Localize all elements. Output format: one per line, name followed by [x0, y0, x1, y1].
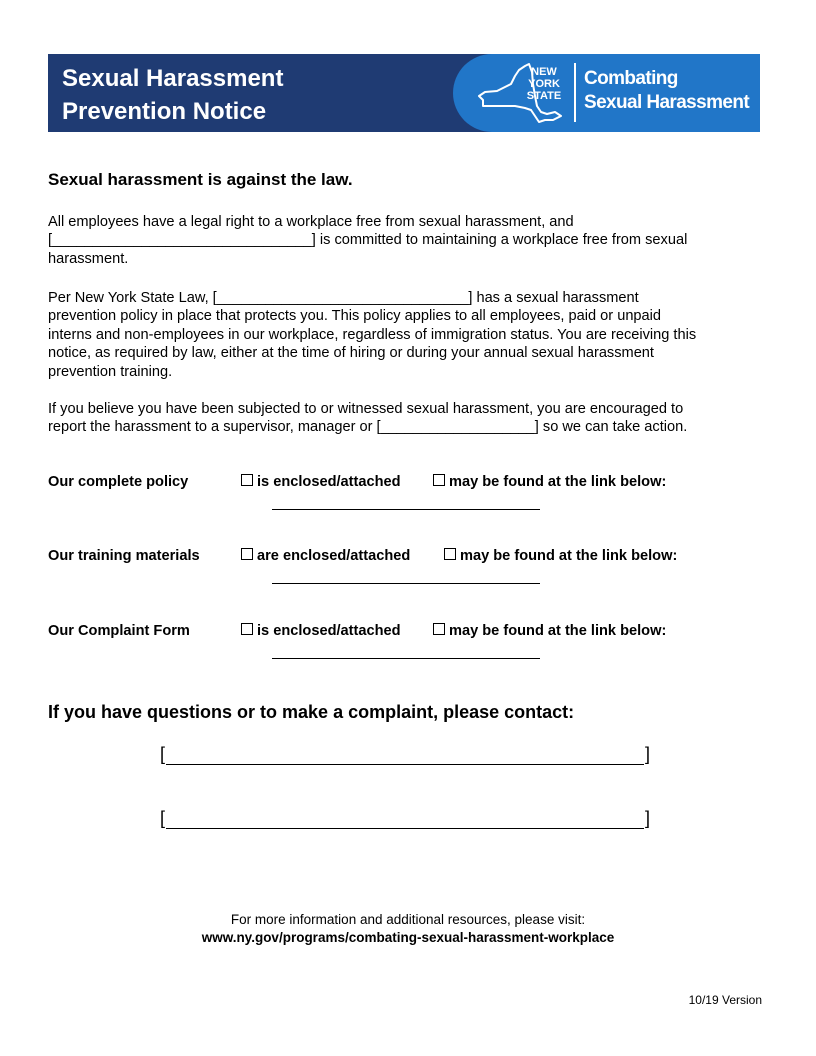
training-link-option[interactable]: [444, 548, 677, 564]
paragraph-line: notice, as required by law, either at the time of hiring or during your annual sexual harassment: [48, 345, 654, 362]
training-enclosed-option[interactable]: [241, 548, 410, 564]
employer-name-blank-line[interactable]: [________________________________] is committed to maintaining a workplace free from sexual: [48, 232, 688, 249]
version-label: 10/19 Version: [688, 993, 762, 1007]
option-label: may be found at the link below:: [460, 548, 678, 564]
complaint-enclosed-option[interactable]: [241, 623, 401, 639]
paragraph-report: [48, 400, 764, 437]
paragraph-rights: [48, 213, 764, 268]
state-word-1: NEW: [531, 66, 557, 78]
logo-divider: [574, 63, 576, 122]
policy-link-field[interactable]: [272, 509, 540, 510]
bracket-open: [: [160, 808, 166, 828]
paragraph-line: All employees have a legal right to a workplace free from sexual harassment, and: [48, 214, 574, 230]
paragraph-line: If you believe you have been subjected to or witnessed sexual harassment, you are encouraged to: [48, 401, 684, 417]
state-word-2: YORK: [528, 78, 560, 90]
paragraph-line: interns and non-employees in our workplace, regardless of immigration status. You are receiving this: [48, 326, 697, 343]
contact-underline: [166, 764, 644, 765]
report-contact-blank-line[interactable]: report the harassment to a supervisor, manager or [___________________] so we can take action.: [48, 419, 688, 436]
employer-name-blank-line[interactable]: Per New York State Law, [_______________________________] has a sexual harassment: [48, 290, 639, 306]
bracket-close: ]: [644, 744, 650, 764]
footer: [0, 911, 816, 947]
policy-enclosed-option[interactable]: [241, 474, 401, 490]
bracket-open: [: [160, 744, 166, 764]
option-label: may be found at the link below:: [449, 474, 667, 490]
title-line-2: Prevention Notice: [62, 98, 267, 125]
law-heading: Sexual harassment is against the law.: [48, 170, 353, 189]
contact-underline: [166, 828, 644, 829]
training-label: Our training materials: [48, 548, 200, 564]
contact-field-2[interactable]: [160, 808, 650, 830]
training-link-field[interactable]: [272, 583, 540, 584]
paragraph-line: prevention training.: [48, 363, 173, 380]
complaint-form-label: Our Complaint Form: [48, 623, 190, 639]
paragraph-line: prevention policy in place that protects you. This policy applies to all employees, paid or unpaid: [48, 308, 662, 325]
checkbox-icon[interactable]: [433, 623, 445, 635]
checkbox-icon[interactable]: [433, 474, 445, 486]
page-title: [62, 62, 283, 128]
footer-info-text: For more information and additional resources, please visit:: [230, 912, 586, 927]
paragraph-line: harassment.: [48, 250, 129, 267]
policy-label: Our complete policy: [48, 474, 189, 490]
header-banner: [48, 54, 760, 132]
complaint-link-field[interactable]: [272, 658, 540, 659]
option-label: are enclosed/attached: [257, 548, 411, 564]
campaign-logo-area: [453, 54, 760, 132]
footer-link[interactable]: www.ny.gov/programs/combating-sexual-harassment-workplace: [201, 930, 615, 945]
complaint-link-option[interactable]: [433, 623, 666, 639]
state-word-3: STATE: [526, 90, 562, 102]
new-york-state-logo-text: [520, 66, 568, 102]
option-label: is enclosed/attached: [257, 474, 401, 490]
checkbox-icon[interactable]: [241, 623, 253, 635]
campaign-line-2: Sexual Harassment: [584, 92, 750, 113]
checkbox-icon[interactable]: [444, 548, 456, 560]
policy-link-option[interactable]: [433, 474, 666, 490]
contact-heading: If you have questions or to make a complaint, please contact:: [48, 702, 575, 722]
checkbox-icon[interactable]: [241, 548, 253, 560]
checkbox-icon[interactable]: [241, 474, 253, 486]
campaign-line-1: Combating: [584, 68, 678, 89]
campaign-title: [584, 67, 749, 115]
contact-field-1[interactable]: [160, 744, 650, 766]
paragraph-policy: [48, 289, 764, 381]
title-line-1: Sexual Harassment: [62, 65, 284, 92]
option-label: is enclosed/attached: [257, 623, 401, 639]
option-label: may be found at the link below:: [449, 623, 667, 639]
bracket-close: ]: [644, 808, 650, 828]
